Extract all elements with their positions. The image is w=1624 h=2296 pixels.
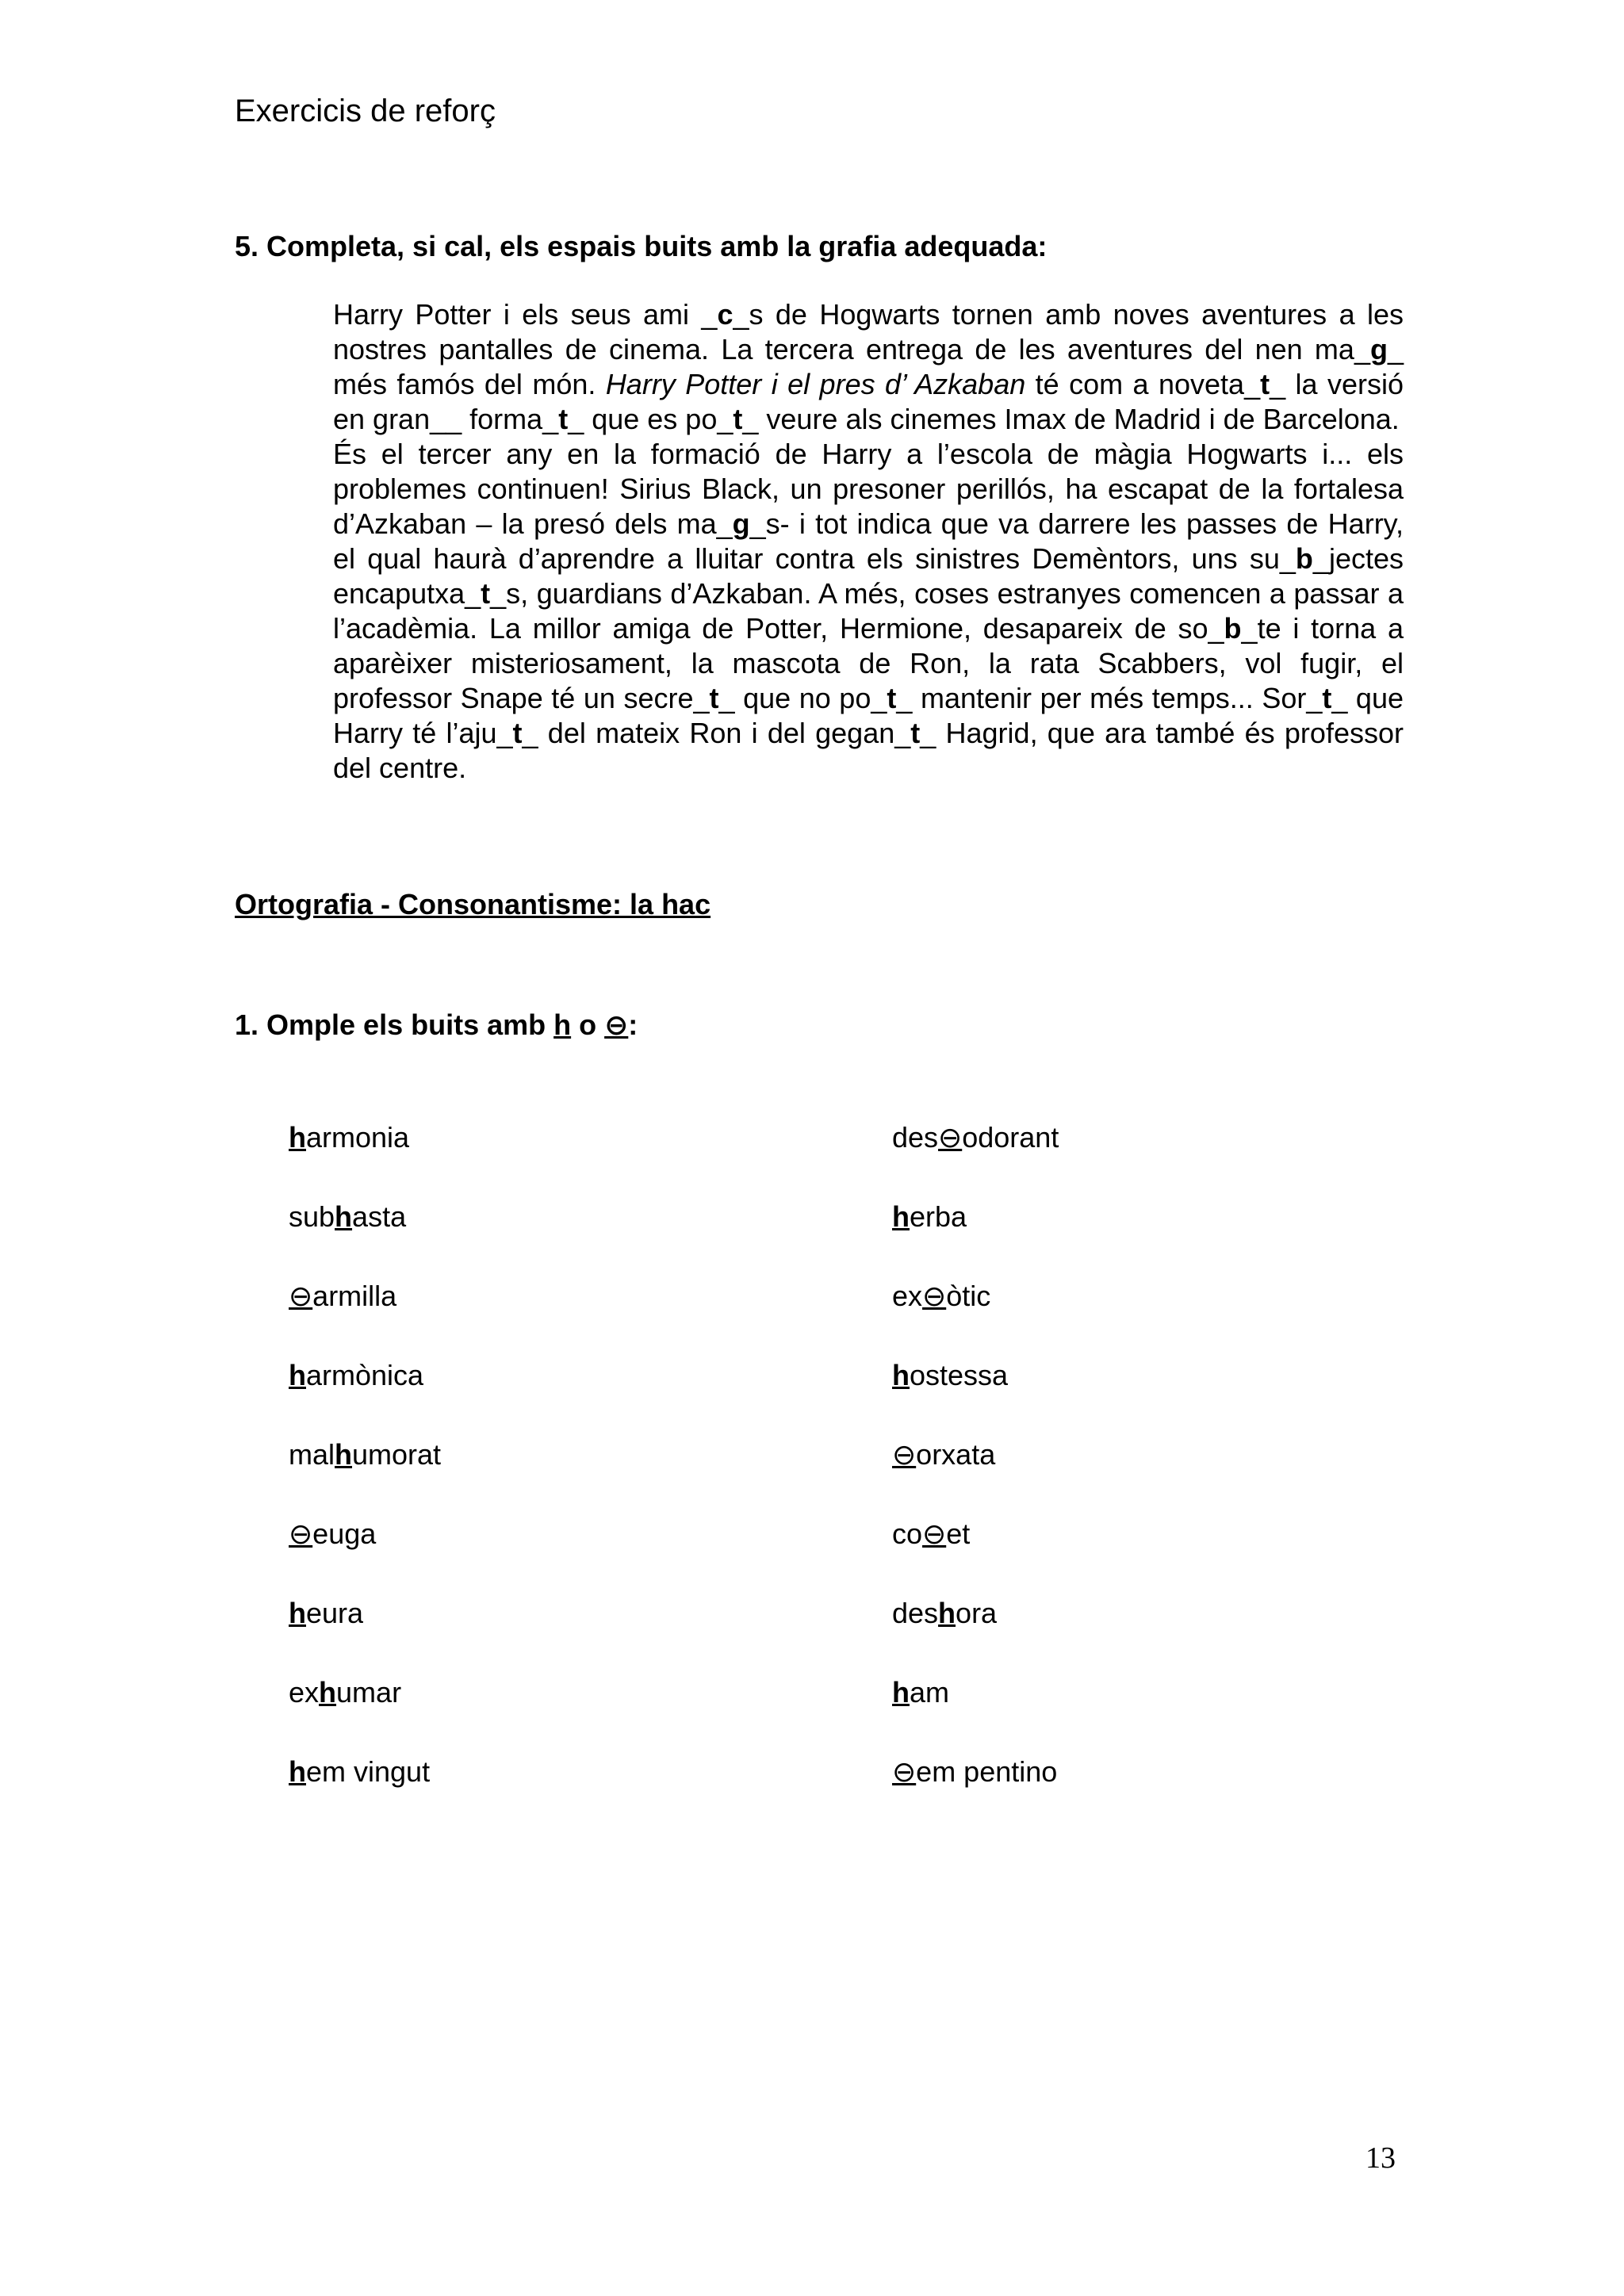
word-item [892, 1098, 1059, 1177]
word-suffix: em vingut [306, 1755, 431, 1788]
passage-text: _jectes encaputxa_ [333, 542, 1404, 610]
filled-letter: g [1369, 333, 1388, 365]
word-item [892, 1494, 1059, 1574]
page-number: 13 [1365, 2141, 1396, 2175]
word-item [289, 1653, 441, 1732]
word-item [289, 1336, 441, 1415]
word-item [289, 1257, 441, 1336]
filled-letter: t [887, 682, 897, 714]
exercise-1-title-h: h [553, 1008, 572, 1041]
passage-text: _s de Hogwarts tornen amb noves aventures a les nostres pantalles de cinema. La tercera entrega de les aventures del nen ma_ [333, 298, 1404, 365]
filled-letter: t [709, 682, 719, 714]
filled-letter: t [733, 403, 743, 435]
passage-text: _te i torna a aparèixer misteriosament, la mascota de Ron, la rata Scabbers, vol fugir, el professor Snape té un secre_ [333, 612, 1404, 714]
word-prefix: ex [289, 1676, 320, 1709]
passage-text: _ la versió en gran__ forma_ [333, 368, 1404, 435]
filled-letter: b [1295, 542, 1313, 575]
word-suffix: ostessa [910, 1359, 1009, 1391]
filled-letter: g [732, 507, 750, 540]
passage-text: _ que Harry té l’aju_ [333, 682, 1404, 749]
word-suffix: em pentino [916, 1755, 1058, 1788]
word-item [892, 1574, 1059, 1653]
word-prefix: ex [892, 1280, 923, 1312]
word-suffix: ora [956, 1597, 998, 1629]
word-item [892, 1336, 1059, 1415]
word-item [892, 1732, 1059, 1812]
empty-symbol: ⊖ [892, 1755, 917, 1788]
filled-letter: h [335, 1438, 353, 1471]
empty-symbol: ⊖ [938, 1121, 963, 1154]
filled-letter: h [319, 1676, 337, 1709]
empty-symbol: ⊖ [892, 1438, 917, 1471]
passage-text: _ veure als cinemes Imax de Madrid i de Barcelona. [742, 403, 1400, 435]
word-suffix: am [910, 1676, 950, 1709]
empty-symbol: ⊖ [922, 1517, 947, 1550]
exercise-5-title: 5. Completa, si cal, els espais buits amb la grafia adequada: [235, 230, 1048, 262]
passage-text: _ que es po_ [568, 403, 733, 435]
word-prefix: des [892, 1121, 939, 1154]
filled-letter: h [289, 1121, 306, 1154]
word-item [289, 1098, 441, 1177]
word-item [289, 1494, 441, 1574]
empty-symbol: ⊖ [289, 1517, 313, 1550]
word-item [289, 1415, 441, 1494]
passage-text: _ del mateix Ron i del gegan_ [522, 717, 911, 749]
filled-letter: h [938, 1597, 956, 1629]
passage-text: _ més famós del món. [333, 333, 1404, 400]
word-suffix: armònica [306, 1359, 424, 1391]
filled-letter: t [1260, 368, 1270, 400]
passage-text: _s- i tot indica que va darrere les passes de Harry, el qual haurà d’aprendre a lluitar contra els sinistres Demèntors, uns su_ [333, 507, 1404, 575]
filled-letter: h [892, 1200, 910, 1233]
passage-text: Harry Potter i els seus ami _ [333, 298, 718, 331]
passage-text: _ que no po_ [718, 682, 887, 714]
filled-letter: t [1322, 682, 1332, 714]
word-item [892, 1415, 1059, 1494]
word-suffix: umorat [352, 1438, 442, 1471]
film-title: Harry Potter i el pres d’ Azkaban [605, 368, 1026, 400]
filled-letter: t [910, 717, 921, 749]
filled-letter: t [481, 577, 491, 610]
word-item [892, 1257, 1059, 1336]
empty-symbol: ⊖ [922, 1280, 947, 1312]
word-list-right [892, 1098, 1059, 1812]
word-suffix: eura [306, 1597, 364, 1629]
exercise-1-title-mid: o [571, 1008, 605, 1041]
word-suffix: erba [910, 1200, 967, 1233]
passage-text: _ Hagrid, que ara també és professor del centre. [333, 717, 1404, 784]
filled-letter: t [512, 717, 523, 749]
exercise-1-title-empty-symbol: ⊖ [604, 1008, 629, 1041]
word-suffix: armonia [306, 1121, 410, 1154]
passage-text: És el tercer any en la formació de Harry a l’escola de màgia Hogwarts i... els problemes continuen! Sirius Black, un presoner perillós, ha escapat de la fortalesa d’Azkaban – la presó dels ma_ [333, 438, 1404, 540]
filled-letter: h [289, 1755, 306, 1788]
exercise-1-title-suffix: : [628, 1008, 638, 1041]
passage-paragraph-2 [333, 437, 1404, 786]
exercise-1-title-prefix: 1. Omple els buits amb [235, 1008, 554, 1041]
word-prefix: des [892, 1597, 939, 1629]
section-heading: Ortografia - Consonantisme: la hac [235, 888, 711, 920]
word-suffix: orxata [916, 1438, 996, 1471]
filled-letter: h [289, 1597, 306, 1629]
word-prefix: sub [289, 1200, 335, 1233]
passage-paragraph-1 [333, 297, 1404, 437]
word-suffix: asta [352, 1200, 407, 1233]
filled-letter: t [558, 403, 569, 435]
exercise-1-title [235, 1008, 638, 1042]
page-header: Exercicis de reforç [235, 94, 496, 128]
word-suffix: umar [336, 1676, 402, 1709]
word-prefix: mal [289, 1438, 335, 1471]
filled-letter: h [892, 1359, 910, 1391]
word-item [289, 1574, 441, 1653]
passage-text: _s, guardians d’Azkaban. A més, coses estranyes comencen a passar a l’acadèmia. La millor amiga de Potter, Hermione, desapareix de so_ [333, 577, 1404, 645]
filled-letter: h [335, 1200, 353, 1233]
filled-letter: c [717, 298, 733, 331]
word-suffix: euga [312, 1517, 377, 1550]
filled-letter: h [289, 1359, 306, 1391]
word-suffix: armilla [312, 1280, 397, 1312]
word-prefix: co [892, 1517, 923, 1550]
passage-text: té com a noveta_ [1025, 368, 1261, 400]
word-list-left [289, 1098, 441, 1812]
exercise-5-passage [333, 297, 1404, 786]
word-suffix: òtic [946, 1280, 991, 1312]
passage-text: _ mantenir per més temps... Sor_ [896, 682, 1323, 714]
word-item [892, 1177, 1059, 1257]
word-item [892, 1653, 1059, 1732]
word-suffix: et [946, 1517, 971, 1550]
word-suffix: odorant [962, 1121, 1059, 1154]
word-item [289, 1732, 441, 1812]
filled-letter: b [1224, 612, 1242, 645]
word-item [289, 1177, 441, 1257]
empty-symbol: ⊖ [289, 1280, 313, 1312]
filled-letter: h [892, 1676, 910, 1709]
